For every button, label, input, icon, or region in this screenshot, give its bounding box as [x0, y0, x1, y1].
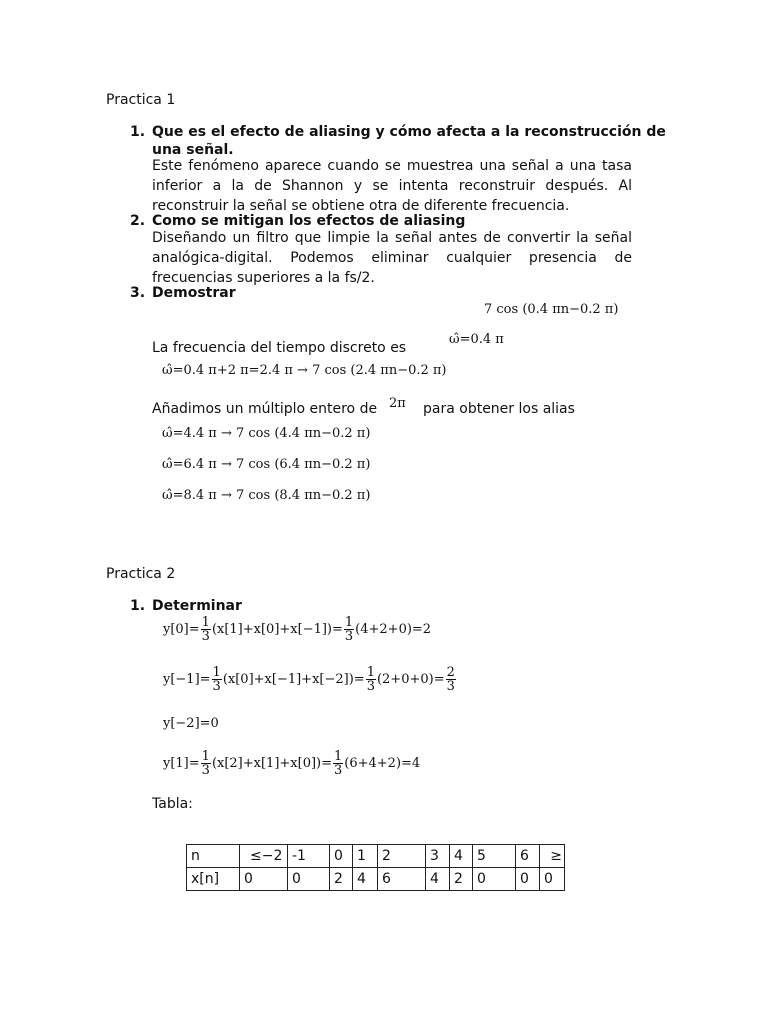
table-cell: 6 — [516, 845, 540, 868]
tabla-label: Tabla: — [152, 796, 193, 812]
table-cell: ≤−2 — [240, 845, 288, 868]
table-cell: 5 — [473, 845, 516, 868]
table-cell: 4 — [450, 845, 473, 868]
q2-title: Como se mitigan los efectos de aliasing — [152, 213, 466, 229]
table-cell: 2 — [330, 868, 353, 891]
table-cell: -1 — [288, 845, 330, 868]
q1-title-line1: Que es el efecto de aliasing y cómo afecta a la reconstrucción de — [152, 124, 666, 140]
table-cell: 0 — [288, 868, 330, 891]
q2-answer: Diseñando un filtro que limpie la señal antes de convertir la señal analógica-digital. Podemos eliminar cualquier presencia de frecuencias superiores a la fs/2. — [152, 230, 632, 286]
table-cell: 0 — [330, 845, 353, 868]
freq-equation: ω̂=0.4 π — [449, 332, 504, 347]
alias-multiple: 2π — [389, 396, 406, 411]
q1-number: 1. — [130, 124, 146, 140]
table-cell: 4 — [426, 868, 450, 891]
alias-equation-2: ω̂=4.4 π → 7 cos (4.4 πn−0.2 π) — [162, 426, 371, 441]
p2-q1-number: 1. — [130, 598, 146, 614]
table-cell: 6 — [378, 868, 426, 891]
table-row — [187, 868, 565, 891]
data-table — [186, 844, 565, 891]
table-cell: ≥ — [540, 845, 565, 868]
y1-equation: y[1]= $\frac{1}{3}$ (x[2]+x[1]+x[0])= $\frac{1}{3}$ (6+4+2)=4 — [163, 749, 421, 778]
table-cell: 0 — [516, 868, 540, 891]
q1-title-line2: una señal. — [152, 142, 234, 158]
table-cell: n — [187, 845, 240, 868]
p2-q1-title: Determinar — [152, 598, 242, 614]
table-cell: x[n] — [187, 868, 240, 891]
table-cell: 3 — [426, 845, 450, 868]
alias-equation-1: ω̂=0.4 π+2 π=2.4 π → 7 cos (2.4 πn−0.2 π) — [162, 363, 447, 378]
alias-text-a: Añadimos un múltiplo entero de — [152, 401, 378, 417]
alias-text-b: para obtener los alias — [423, 401, 575, 417]
table-cell: 1 — [353, 845, 378, 868]
alias-equation-3: ω̂=6.4 π → 7 cos (6.4 πn−0.2 π) — [162, 457, 371, 472]
q1-answer: Este fenómeno aparece cuando se muestrea una señal a una tasa inferior a la de Shannon y se intenta reconstruir después. Al reconstruir la señal se obtiene otra de diferente frecuencia. — [152, 158, 632, 214]
alias-equation-4: ω̂=8.4 π → 7 cos (8.4 πn−0.2 π) — [162, 488, 371, 503]
freq-text: La frecuencia del tiempo discreto es — [152, 340, 407, 356]
table-cell: 2 — [378, 845, 426, 868]
y-minus1-equation: y[−1]= $\frac{1}{3}$ (x[0]+x[−1]+x[−2])= $\frac{1}{3}$ (2+0+0)= $\frac{2}{3}$ — [163, 665, 455, 694]
q2-number: 2. — [130, 213, 146, 229]
y0-equation: y[0]= $\frac{1}{3}$ (x[1]+x[0]+x[−1])= $\frac{1}{3}$ (4+2+0)=2 — [163, 615, 432, 644]
signal-equation: 7 cos (0.4 πn−0.2 π) — [484, 302, 619, 317]
practica-1-heading: Practica 1 — [106, 92, 176, 108]
table-cell: 4 — [353, 868, 378, 891]
table-cell: 0 — [473, 868, 516, 891]
table-cell: 0 — [540, 868, 565, 891]
table-cell: 0 — [240, 868, 288, 891]
table-cell: 2 — [450, 868, 473, 891]
y-minus2-equation: y[−2]=0 — [163, 716, 219, 731]
q3-number: 3. — [130, 285, 146, 301]
q3-title: Demostrar — [152, 285, 236, 301]
practica-2-heading: Practica 2 — [106, 566, 176, 582]
table-row — [187, 845, 565, 868]
